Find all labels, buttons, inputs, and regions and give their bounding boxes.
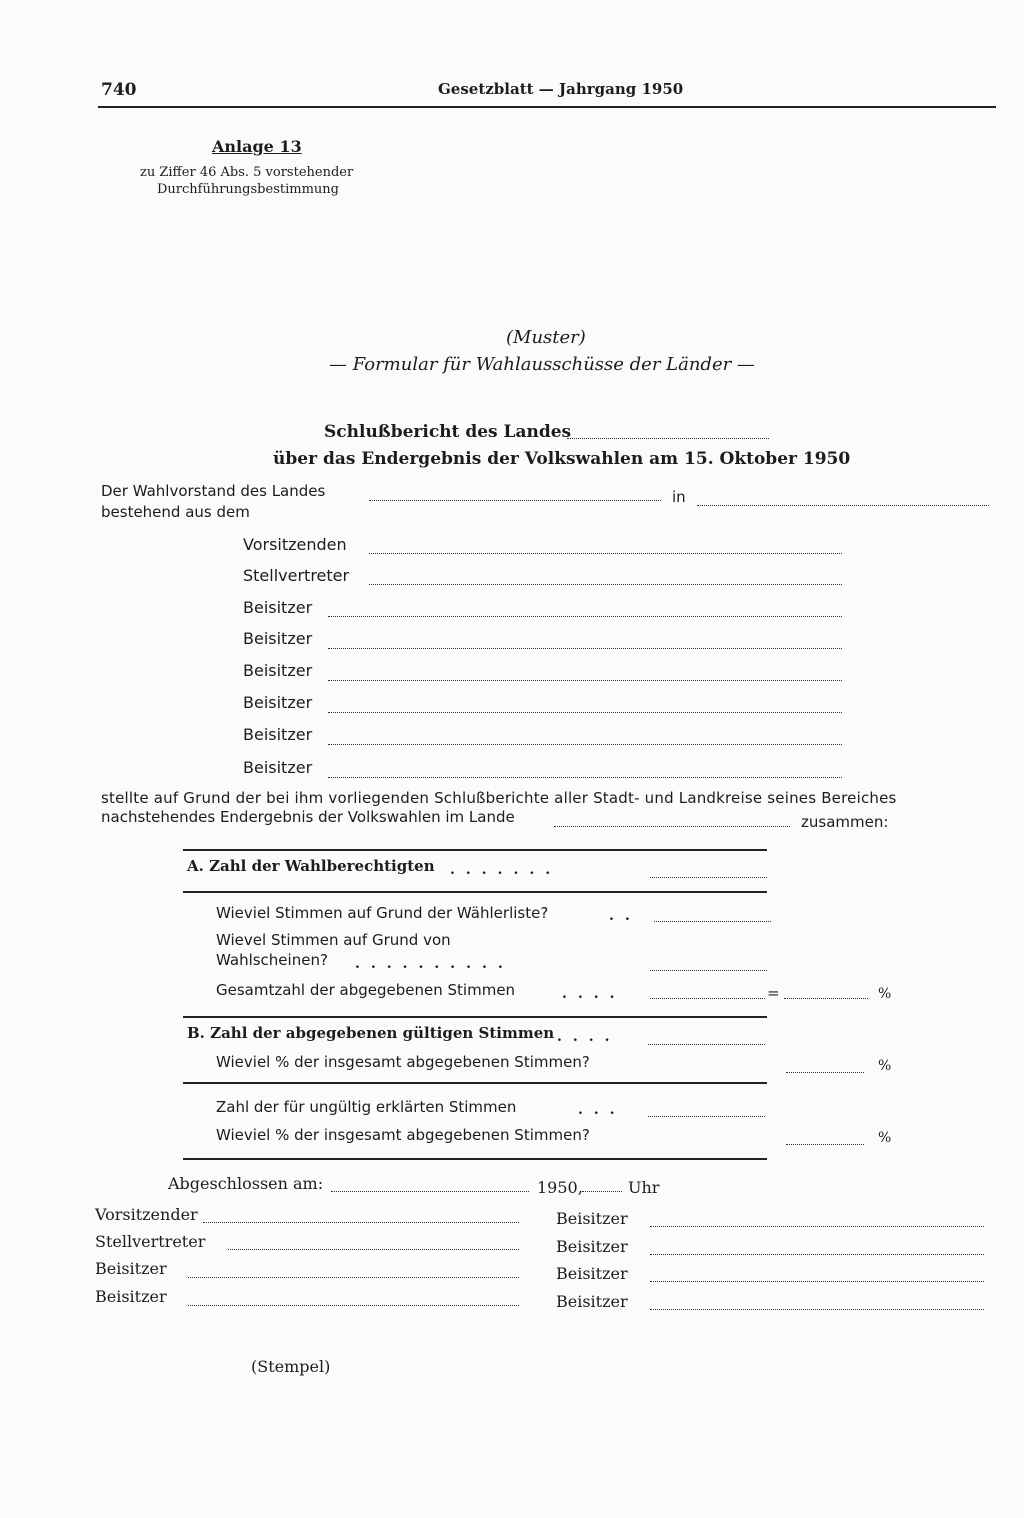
member-field[interactable] (328, 777, 842, 778)
closing-label: Abgeschlossen am: (168, 1174, 324, 1193)
leader-dots: ....... (450, 862, 562, 878)
signature-label: Beisitzer (556, 1209, 628, 1228)
member-field[interactable] (328, 648, 842, 649)
table-rule (183, 1082, 767, 1084)
land-result-field[interactable] (554, 826, 790, 827)
closing-uhr: Uhr (628, 1178, 660, 1197)
closing-time-field[interactable] (582, 1191, 622, 1192)
signature-label: Beisitzer (556, 1264, 628, 1283)
closing-year: 1950, (537, 1178, 583, 1197)
form-subtitle: — Formular für Wahlausschüsse der Länder — (329, 354, 755, 375)
signature-label: Beisitzer (556, 1292, 628, 1311)
member-field[interactable] (369, 553, 842, 554)
voter-list-field[interactable] (654, 921, 771, 922)
member-field[interactable] (328, 744, 842, 745)
intro-line-2: bestehend aus dem (101, 503, 250, 521)
land-name-field[interactable] (567, 438, 769, 439)
statement-line-1: stellte auf Grund der bei ihm vorliegenden Schlußberichte aller Stadt- und Landkreise seines Bereiches (101, 789, 897, 807)
total-votes-label: Gesamtzahl der abgegebenen Stimmen (216, 981, 516, 999)
valid-percent-question: Wieviel % der insgesamt abgegebenen Stimmen? (216, 1053, 590, 1071)
table-rule (183, 849, 767, 851)
equals-sign: = (767, 984, 780, 1002)
percent-sign: % (878, 1130, 892, 1146)
section-a-title: A. Zahl der Wahlberechtigten (187, 857, 435, 875)
table-rule (183, 1158, 767, 1160)
invalid-percent-question: Wieviel % der insgesamt abgegebenen Stimmen? (216, 1126, 590, 1144)
member-field[interactable] (369, 584, 842, 585)
member-field[interactable] (328, 712, 842, 713)
signature-field[interactable] (650, 1226, 984, 1227)
section-b-title: B. Zahl der abgegebenen gültigen Stimmen (187, 1024, 555, 1042)
table-rule (183, 1016, 767, 1018)
leader-dots: .... (557, 1029, 621, 1045)
leader-dots: .. (609, 908, 641, 924)
location-field[interactable] (697, 505, 989, 506)
table-rule (183, 891, 767, 893)
signature-field[interactable] (650, 1281, 984, 1282)
leader-dots: .... (562, 986, 626, 1002)
signature-field[interactable] (188, 1305, 519, 1306)
member-label: Beisitzer (243, 758, 313, 777)
signature-field[interactable] (650, 1309, 984, 1310)
signature-label: Beisitzer (556, 1237, 628, 1256)
leader-dots: .......... (355, 956, 514, 972)
invalid-percent-field[interactable] (786, 1144, 864, 1145)
signature-field[interactable] (650, 1254, 984, 1255)
annex-line-1: zu Ziffer 46 Abs. 5 vorstehender (140, 165, 354, 180)
annex-title: Anlage 13 (212, 137, 302, 156)
valid-votes-field[interactable] (648, 1044, 765, 1045)
stamp-label: (Stempel) (251, 1357, 331, 1376)
ballot-certificates-field[interactable] (650, 970, 767, 971)
total-votes-percent-field[interactable] (784, 998, 868, 999)
land-field[interactable] (369, 500, 661, 501)
signature-label: Beisitzer (95, 1287, 167, 1306)
annex-line-2: Durchführungsbestimmung (157, 182, 339, 197)
member-label: Beisitzer (243, 725, 313, 744)
member-label: Beisitzer (243, 693, 313, 712)
statement-line-2: nachstehendes Endergebnis der Volkswahlen im Lande (101, 808, 515, 826)
member-field[interactable] (328, 616, 842, 617)
leader-dots: ... (578, 1102, 626, 1118)
signature-field[interactable] (228, 1249, 519, 1250)
invalid-votes-label: Zahl der für ungültig erklärten Stimmen (216, 1098, 517, 1116)
page-number: 740 (101, 80, 137, 100)
member-label: Beisitzer (243, 629, 313, 648)
eligible-voters-field[interactable] (650, 877, 767, 878)
running-title: Gesetzblatt — Jahrgang 1950 (438, 80, 684, 98)
statement-zusammen: zusammen: (801, 813, 889, 831)
report-title-1: Schlußbericht des Landes (324, 422, 572, 442)
intro-line-1: Der Wahlvorstand des Landes (101, 482, 326, 500)
report-title-2: über das Endergebnis der Volkswahlen am 15. Oktober 1950 (273, 449, 851, 469)
closing-date-field[interactable] (331, 1191, 529, 1192)
signature-label: Beisitzer (95, 1259, 167, 1278)
member-label: Beisitzer (243, 598, 313, 617)
question-voter-list: Wieviel Stimmen auf Grund der Wählerliste? (216, 904, 549, 922)
signature-field[interactable] (188, 1277, 519, 1278)
intro-in: in (672, 488, 686, 506)
question-ballot-certificates-1: Wievel Stimmen auf Grund von (216, 931, 451, 949)
member-label: Stellvertreter (243, 566, 350, 585)
member-field[interactable] (328, 680, 842, 681)
signature-field[interactable] (203, 1222, 519, 1223)
member-label: Beisitzer (243, 661, 313, 680)
header-rule (98, 106, 996, 108)
muster-label: (Muster) (506, 327, 586, 348)
signature-label: Vorsitzender (95, 1205, 198, 1224)
invalid-votes-field[interactable] (648, 1116, 765, 1117)
signature-label: Stellvertreter (95, 1232, 206, 1251)
valid-percent-field[interactable] (786, 1072, 864, 1073)
percent-sign: % (878, 1058, 892, 1074)
question-ballot-certificates-2: Wahlscheinen? (216, 951, 328, 969)
member-label: Vorsitzenden (243, 535, 347, 554)
percent-sign: % (878, 986, 892, 1002)
total-votes-field[interactable] (650, 998, 765, 999)
